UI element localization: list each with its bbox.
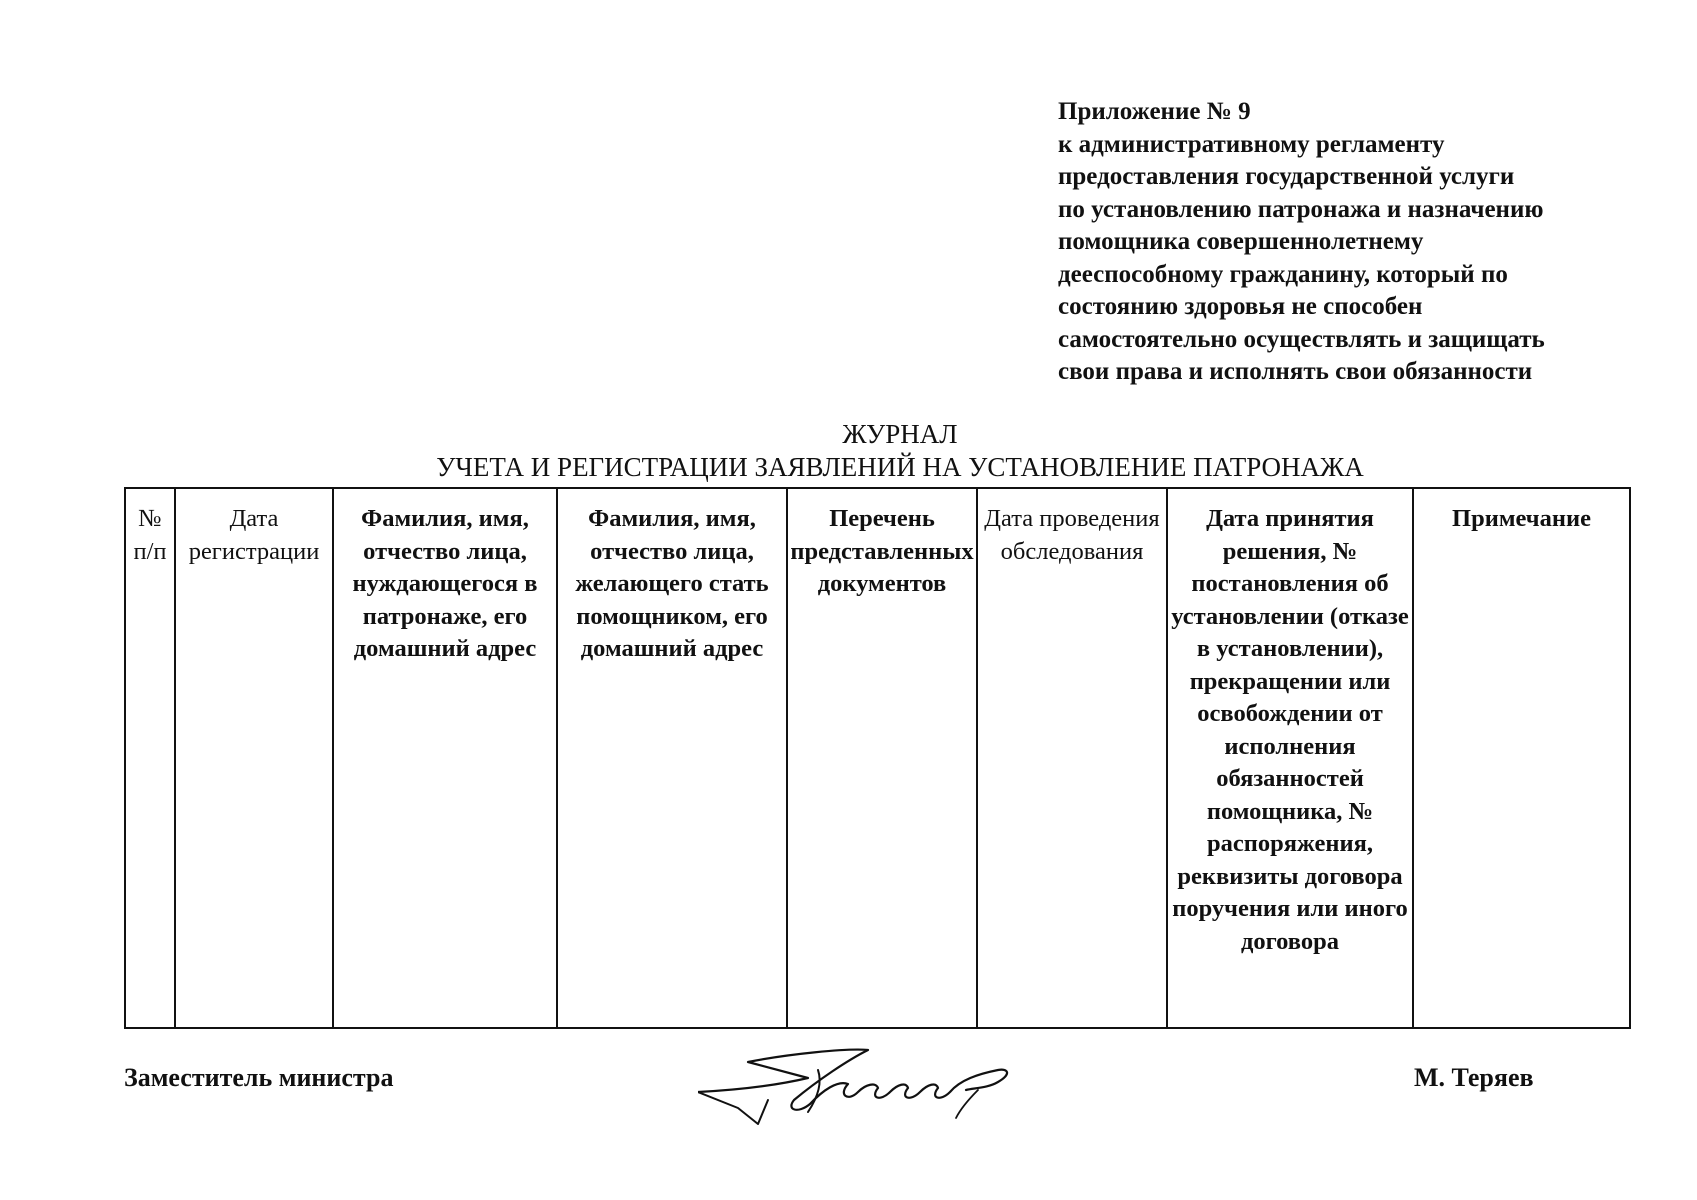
appendix-header	[1058, 96, 1658, 389]
column-header-documents: Перечень представленных документов	[787, 488, 977, 1028]
column-header-patron-person: Фамилия, имя, отчество лица, нуждающегося в патронаже, его домашний адрес	[333, 488, 557, 1028]
column-header-inspection-date: Дата проведения обследования	[977, 488, 1167, 1028]
journal-subtitle: УЧЕТА И РЕГИСТРАЦИИ ЗАЯВЛЕНИЙ НА УСТАНОВЛЕНИЕ ПАТРОНАЖА	[436, 452, 1364, 482]
journal-title: ЖУРНАЛ	[842, 419, 958, 449]
column-header-registration-date: Дата регистрации	[175, 488, 333, 1028]
journal-title-block	[400, 418, 1400, 484]
appendix-line: самостоятельно осуществлять и защищать	[1058, 325, 1545, 353]
appendix-line: состоянию здоровья не способен	[1058, 293, 1423, 320]
column-header-notes: Примечание	[1413, 488, 1630, 1028]
appendix-line: к административному регламенту	[1058, 130, 1445, 158]
column-header-number: № п/п	[125, 488, 175, 1028]
table-header-row	[125, 488, 1630, 1028]
signatory-name: М. Теряев	[1414, 1063, 1534, 1092]
signatory-position: Заместитель министра	[124, 1063, 394, 1092]
registration-table	[124, 487, 1631, 1029]
column-header-decision: Дата принятия решения, № постановления об установлении (отказе в установлении), прекращении или освобождении от исполнения обязанностей помощника, № распоряжения, реквизиты договора поручения или иного договора	[1167, 488, 1413, 1028]
appendix-line: по установлению патронажа и назначению	[1058, 195, 1544, 223]
handwritten-signature-icon	[698, 1040, 1018, 1130]
appendix-line: Приложение № 9	[1058, 98, 1251, 125]
appendix-line: свои права и исполнять свои обязанности	[1058, 358, 1533, 385]
column-header-assistant-person: Фамилия, имя, отчество лица, желающего стать помощником, его домашний адрес	[557, 488, 787, 1028]
appendix-line: дееспособному гражданину, который по	[1058, 260, 1508, 288]
appendix-line: предоставления государственной услуги	[1058, 163, 1515, 190]
appendix-line: помощника совершеннолетнему	[1058, 228, 1424, 255]
